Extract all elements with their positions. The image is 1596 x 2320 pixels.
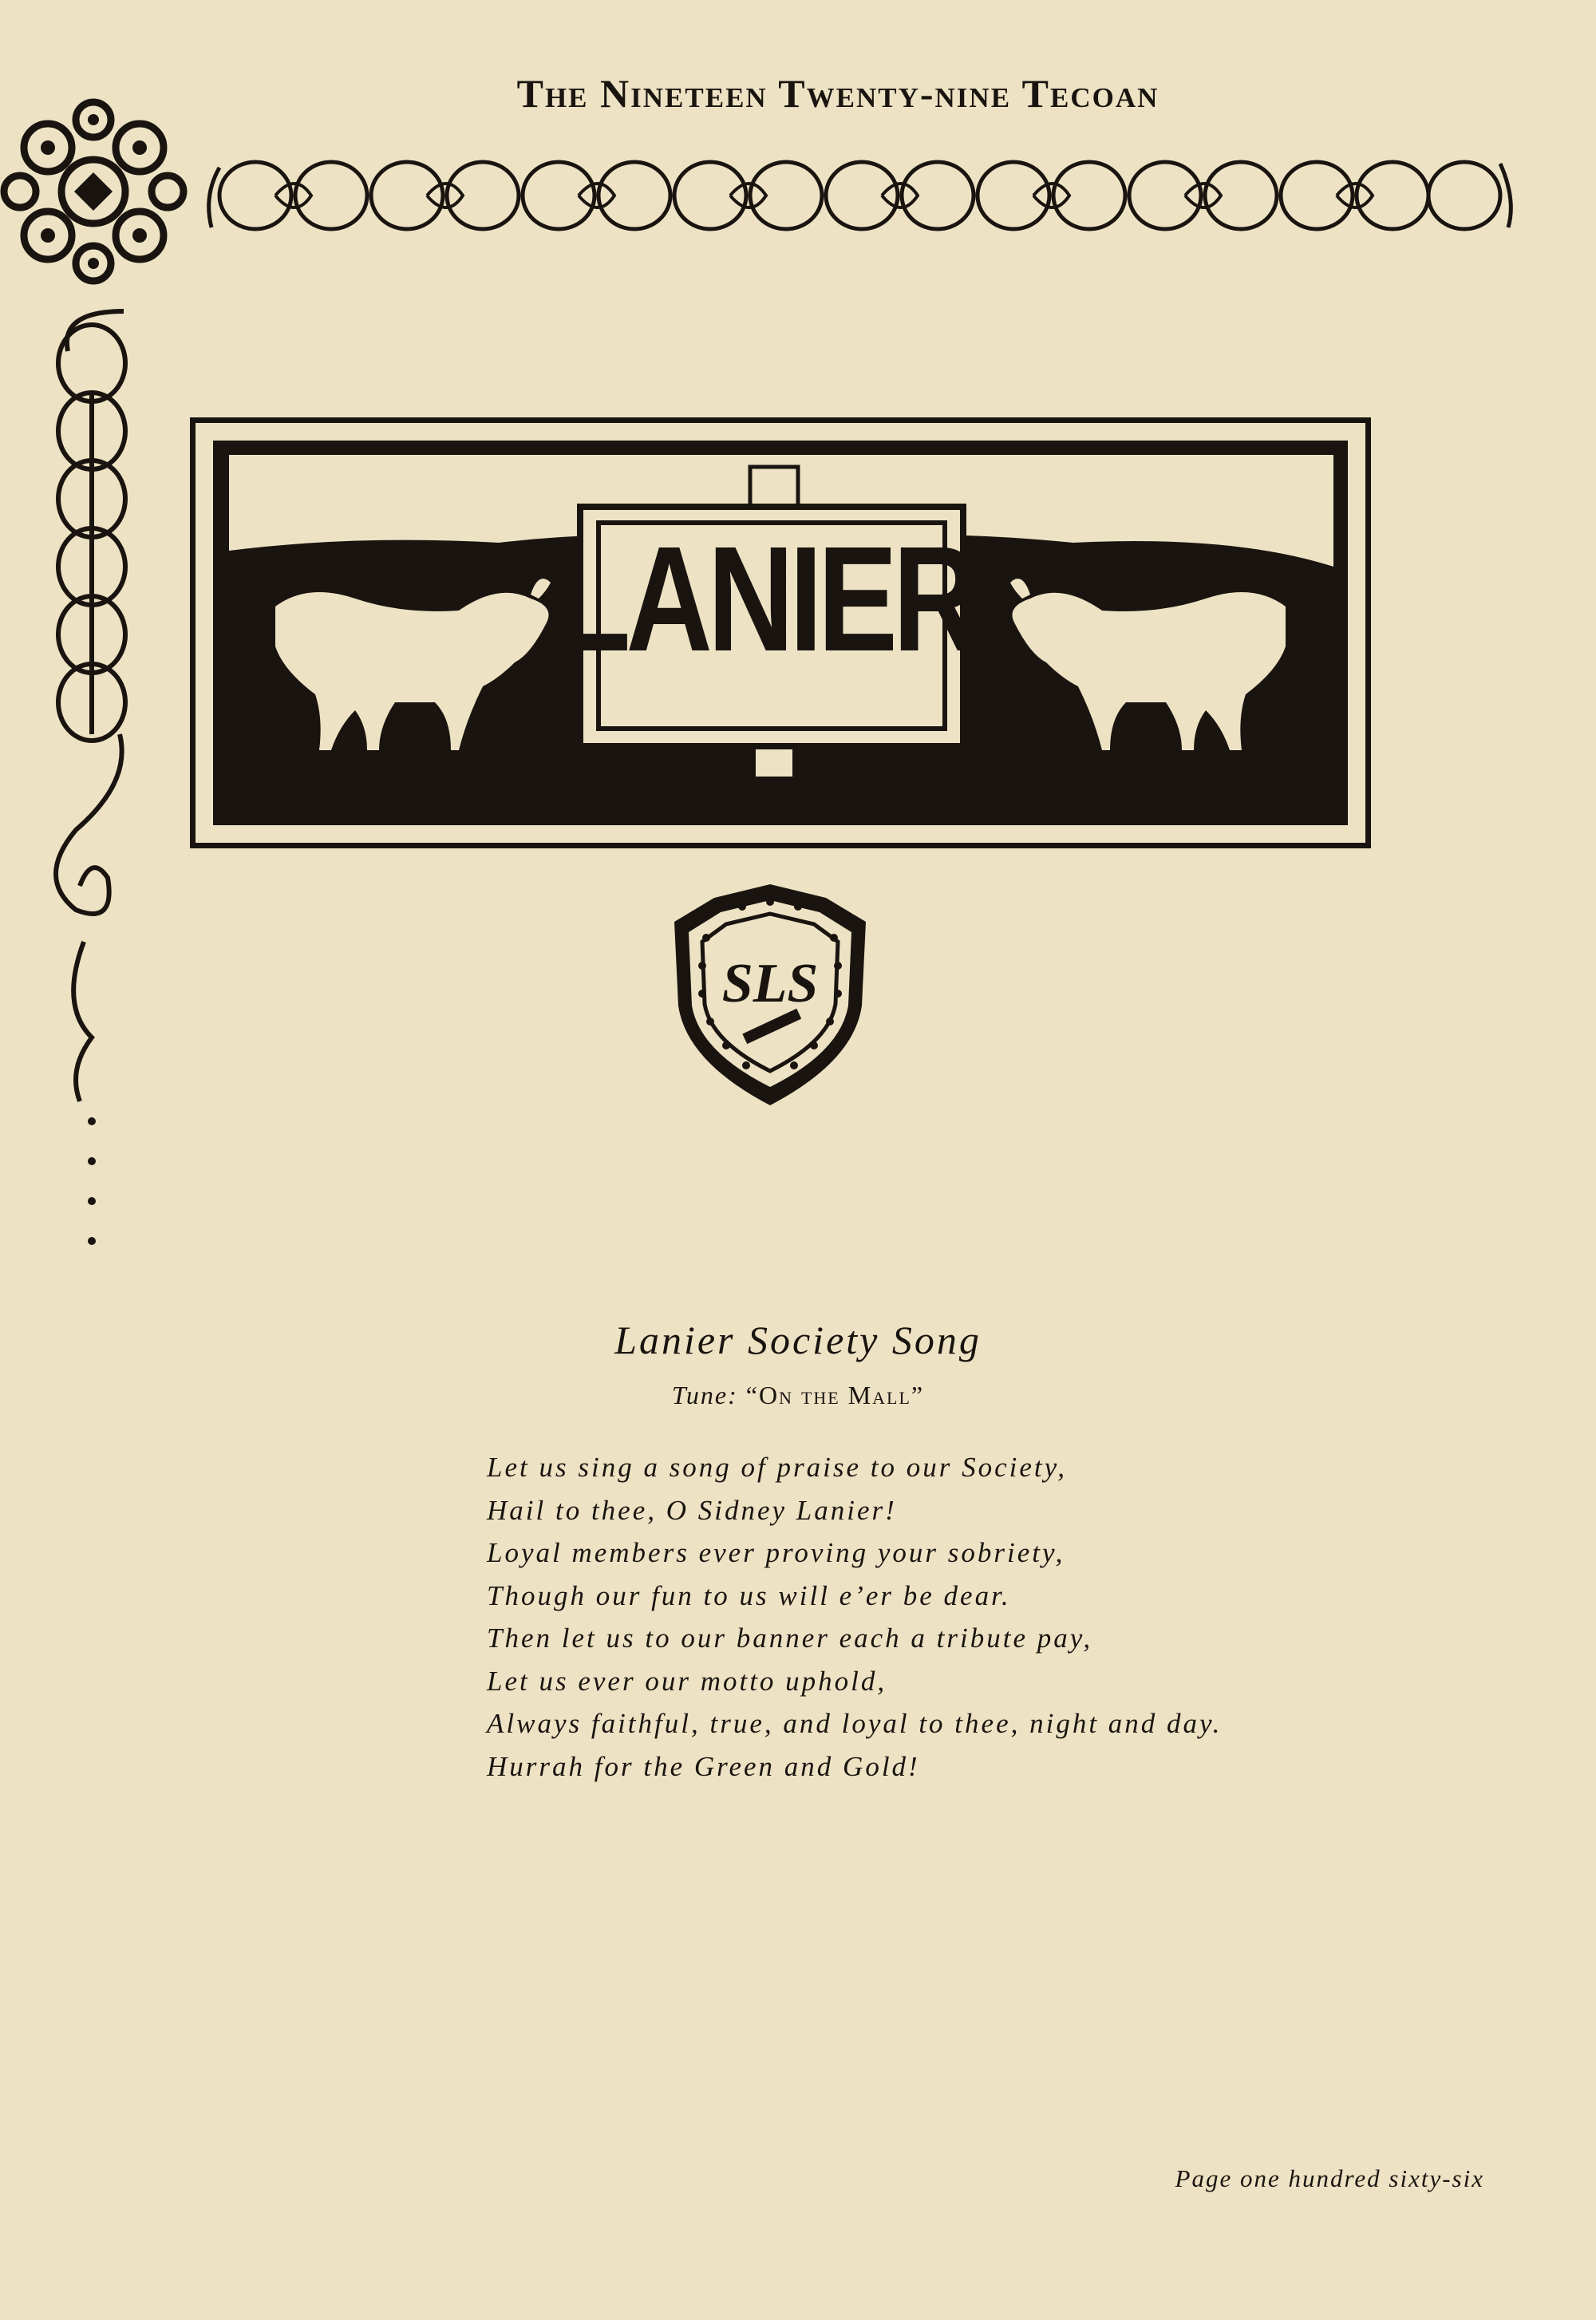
corner-ornament	[0, 96, 188, 287]
song-lyrics	[487, 1446, 1365, 1788]
lyric-line: Always faithful, true, and loyal to thee, night and day.	[487, 1708, 1223, 1739]
lyric-line: Hail to thee, O Sidney Lanier!	[487, 1494, 897, 1526]
song-tune	[399, 1381, 1197, 1410]
lyric-line: Though our fun to us will e’er be dear.	[487, 1579, 1011, 1611]
tune-label: Tune:	[671, 1381, 738, 1409]
left-vine-ornament	[44, 303, 140, 1261]
sign-lanier-text: LANIER	[557, 514, 975, 682]
crest-monogram: SLS	[721, 953, 819, 1014]
lyric-line: Loyal members ever proving your sobriety,	[487, 1537, 1065, 1568]
society-crest	[666, 878, 874, 1109]
tune-name: “On the Mall”	[745, 1381, 925, 1409]
page-number: Page one hundred sixty-six	[1175, 2164, 1484, 2192]
song-title: Lanier Society Song	[614, 1318, 982, 1362]
chain-border	[200, 152, 1524, 239]
lyric-line: Let us sing a song of praise to our Society,	[487, 1452, 1067, 1483]
page-header-title: The Nineteen Twenty-nine Tecoan	[516, 71, 1159, 116]
lyric-line: Let us ever our motto uphold,	[487, 1665, 887, 1697]
lyric-line: Then let us to our banner each a tribute pay,	[487, 1622, 1093, 1654]
lyric-line: Hurrah for the Green and Gold!	[487, 1750, 920, 1782]
